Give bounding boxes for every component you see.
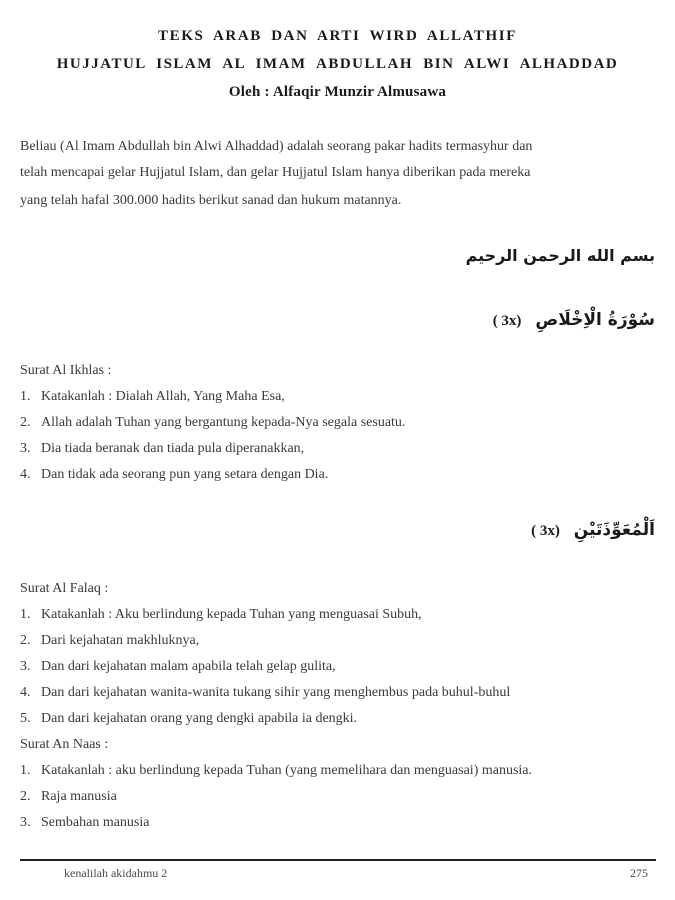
repeat-count: ( 3x) [531, 523, 560, 539]
verse-number: 2. [20, 415, 31, 430]
verse-line [20, 441, 304, 457]
verse-number: 3. [20, 659, 31, 674]
footer-book-title: kenalilah akidahmu 2 [64, 866, 168, 880]
verse-text: Katakanlah : Dialah Allah, Yang Maha Esa, [41, 389, 285, 404]
verse-line [20, 815, 149, 831]
verse-text: Katakanlah : aku berlindung kepada Tuhan (yang memelihara dan menguasai) manusia. [41, 763, 533, 778]
repeat-count: ( 3x) [492, 313, 522, 329]
document-subtitle: HUJJATUL ISLAM AL IMAM ABDULLAH BIN ALWI ALHADDAD [56, 56, 619, 72]
section-title-ikhlas: Surat Al Ikhlas : [20, 363, 112, 378]
verse-text: Dan dari kejahatan wanita-wanita tukang sihir yang menghembus pada buhul-buhul [41, 685, 511, 700]
verse-text: Dia tiada beranak dan tiada pula diperanakkan, [41, 441, 305, 456]
verse-line [20, 789, 117, 805]
verse-number: 4. [20, 685, 31, 700]
intro-paragraph-line: Beliau (Al Imam Abdullah bin Alwi Alhaddad) adalah seorang pakar hadits termasyhur dan [20, 139, 533, 154]
page-number: 275 [630, 866, 648, 880]
verse-text: Raja manusia [41, 789, 117, 804]
verse-number: 3. [20, 441, 31, 456]
verse-text: Dan tidak ada seorang pun yang setara dengan Dia. [41, 467, 329, 482]
verse-text: Dan dari kejahatan orang yang dengki apabila ia dengki. [41, 711, 358, 726]
verse-line [20, 467, 328, 483]
verse-line [20, 763, 532, 779]
verse-text: Dari kejahatan makhluknya, [41, 633, 200, 648]
verse-line [20, 607, 422, 623]
verse-line [20, 389, 285, 405]
verse-text: Allah adalah Tuhan yang bergantung kepada-Nya segala sesuatu. [41, 415, 406, 430]
basmalah-arabic: بسم الله الرحمن الرحيم [465, 246, 655, 265]
verse-text: Katakanlah : Aku berlindung kepada Tuhan yang menguasai Subuh, [41, 607, 422, 622]
verse-text: Sembahan manusia [41, 815, 150, 830]
intro-paragraph-line: yang telah hafal 300.000 hadits berikut sanad dan hukum matannya. [20, 193, 402, 208]
verse-number: 3. [20, 815, 31, 830]
surah-ikhlas-arabic-heading [493, 310, 655, 330]
verse-number: 1. [20, 763, 31, 778]
verse-number: 1. [20, 607, 31, 622]
document-title: TEKS ARAB DAN ARTI WIRD ALLATHIF [158, 28, 517, 44]
verse-number: 2. [20, 789, 31, 804]
section-title-falaq: Surat Al Falaq : [20, 581, 109, 596]
verse-line [20, 633, 199, 649]
author-line: Oleh : Alfaqir Munzir Almusawa [228, 84, 447, 100]
verse-line [20, 711, 357, 727]
arabic-heading-text: سُوْرَةُ الْاِخْلَاصِ [535, 310, 655, 330]
verse-number: 5. [20, 711, 31, 726]
verse-line [20, 659, 336, 675]
footer-divider [20, 859, 656, 861]
verse-line [20, 685, 510, 701]
intro-paragraph-line: telah mencapai gelar Hujjatul Islam, dan gelar Hujjatul Islam hanya diberikan pada mereka [20, 165, 531, 180]
verse-number: 4. [20, 467, 31, 482]
muawwidzatain-arabic-heading [531, 520, 655, 540]
verse-line [20, 415, 405, 431]
arabic-heading-text: اَلْمُعَوِّذَتَيْنِ [573, 520, 655, 540]
verse-text: Dan dari kejahatan malam apabila telah gelap gulita, [41, 659, 336, 674]
verse-number: 2. [20, 633, 31, 648]
section-title-naas: Surat An Naas : [20, 737, 109, 752]
verse-number: 1. [20, 389, 31, 404]
